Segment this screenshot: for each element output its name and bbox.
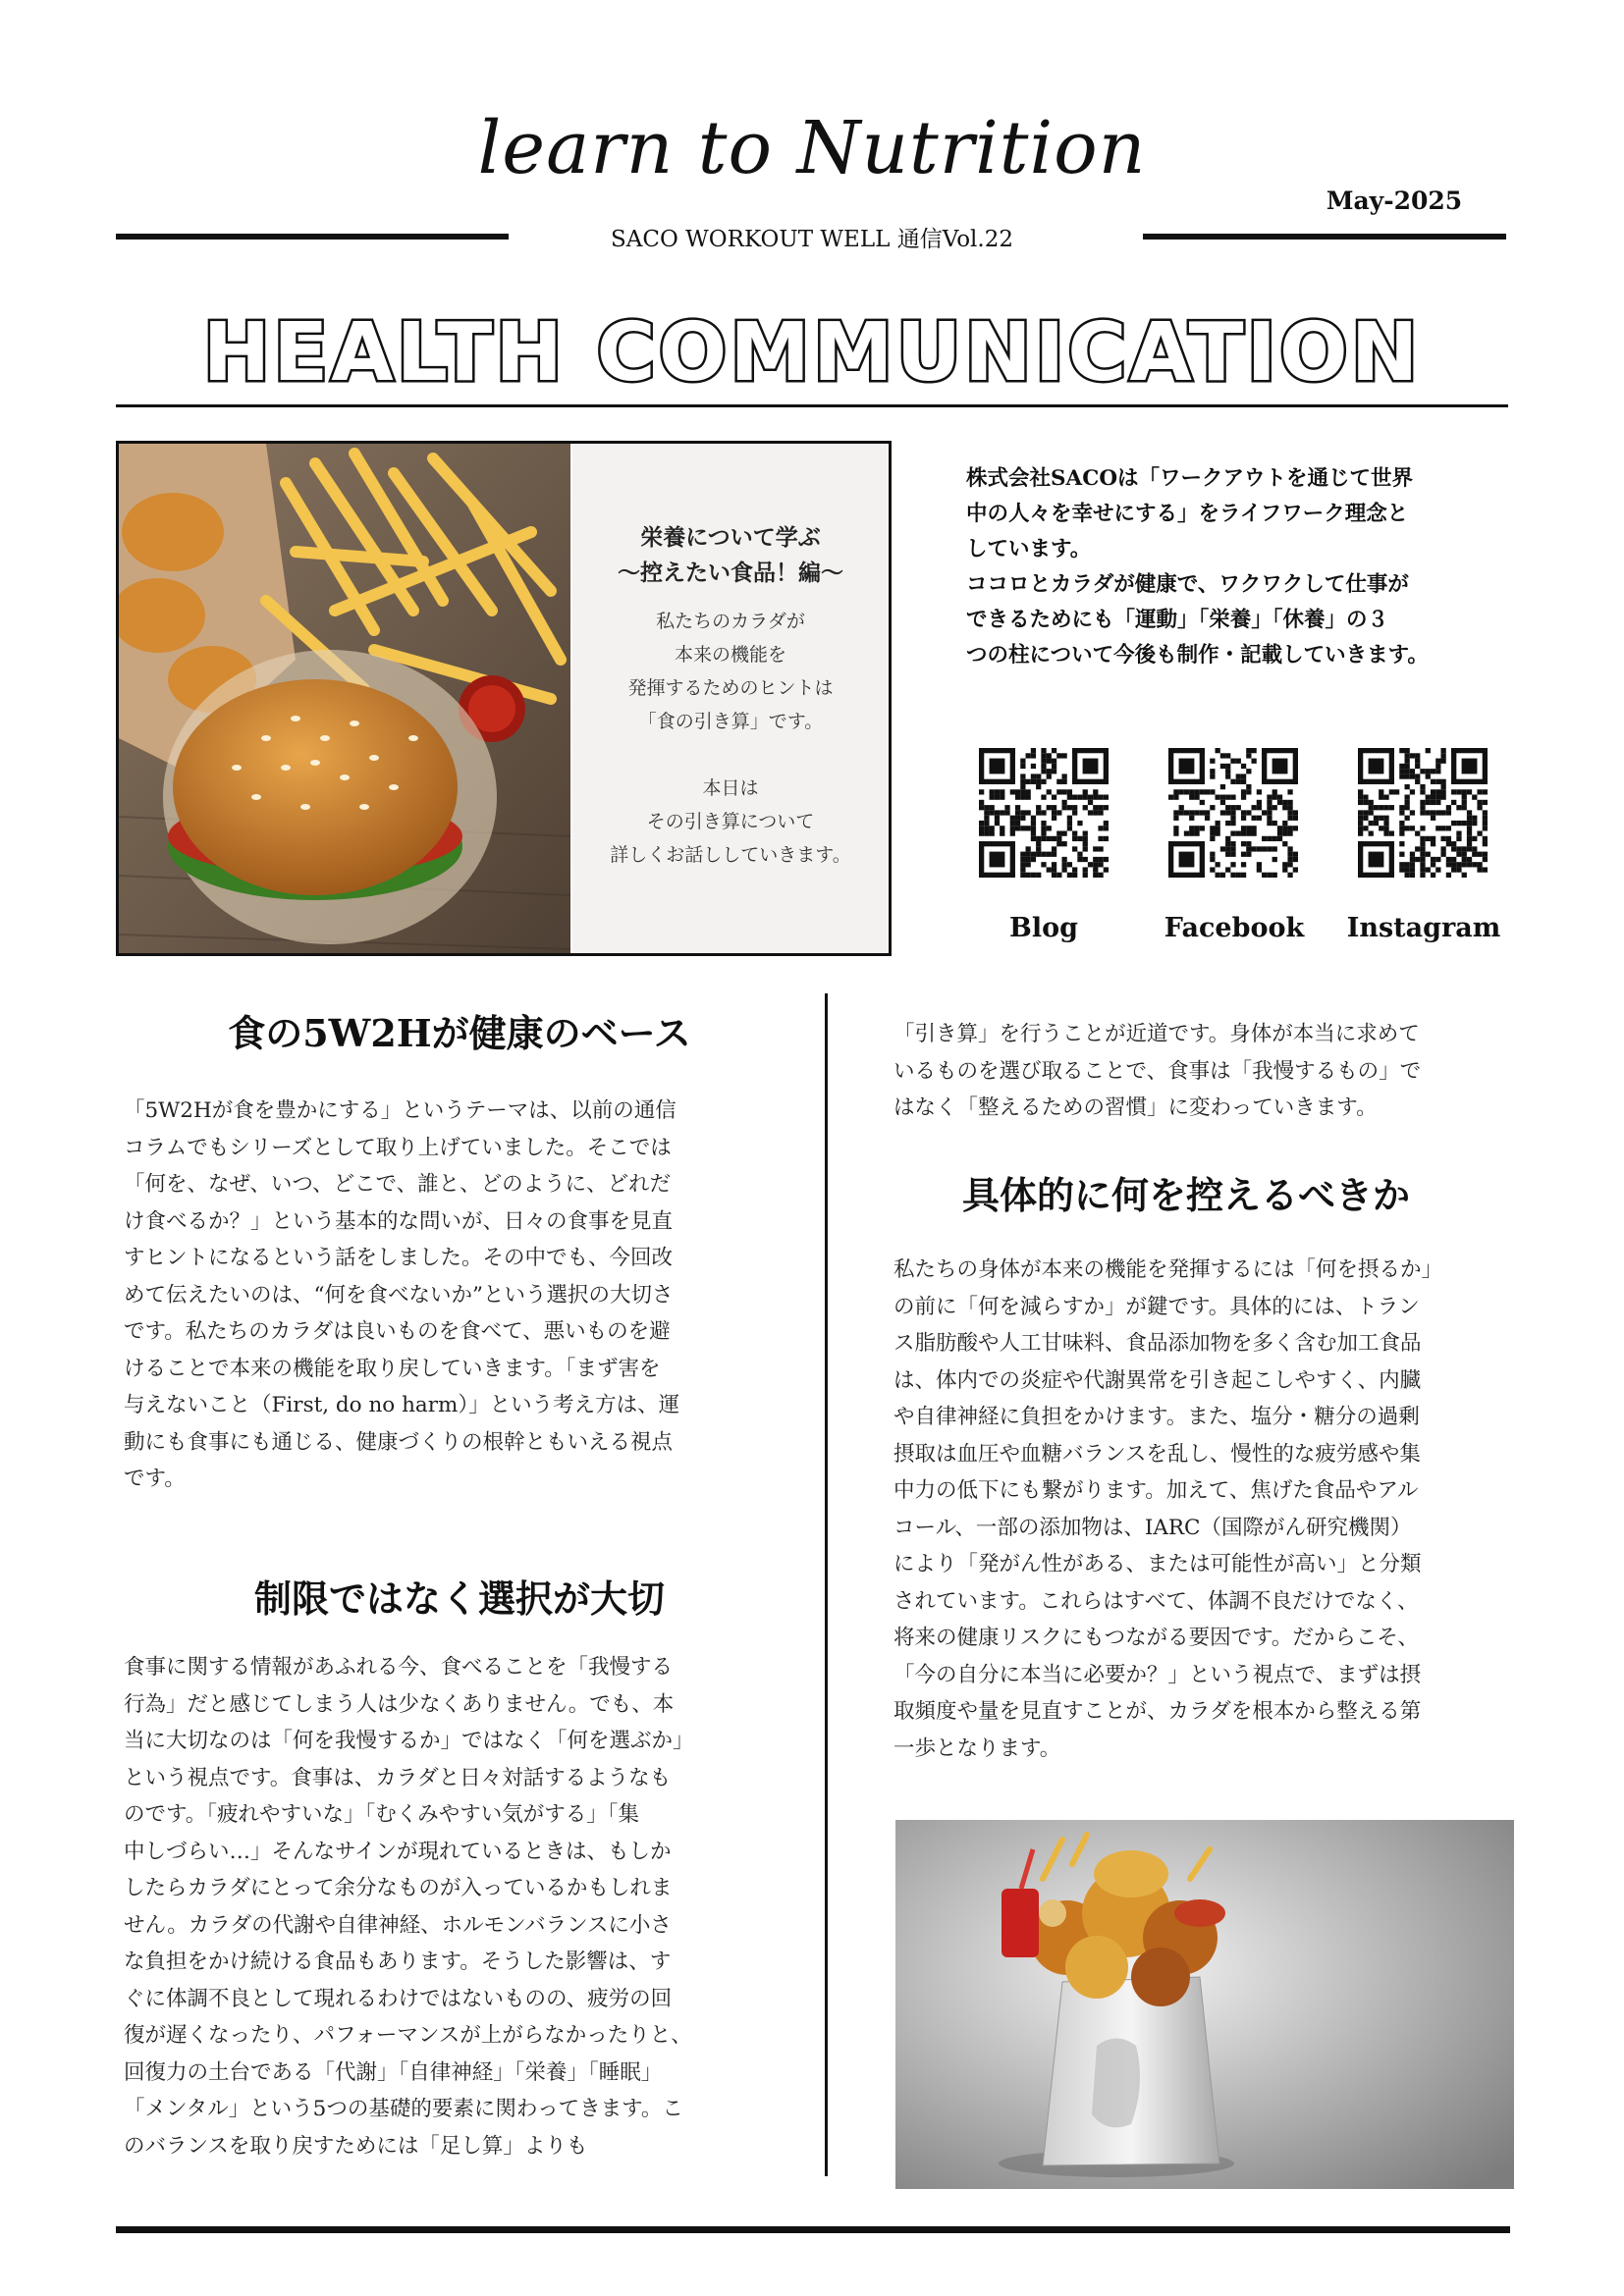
body-line: めて伝えたいのは、“何を食べないか”という選択の大切さ [124, 1282, 674, 1308]
body-line: 摂取は血圧や血糖バランスを乱し、慢性的な疲労感や集 [893, 1441, 1421, 1467]
body-line: 「引き算」を行うことが近道です。身体が本当に求めて [893, 1022, 1420, 1046]
feature-paragraph-1 [572, 605, 889, 738]
body-line: 一歩となります。 [893, 1735, 1061, 1761]
body-line: コール、一部の添加物は、IARC（国際がん研究機関） [893, 1515, 1412, 1540]
body-line: のバランスを取り戻すためには「足し算」よりも [124, 2133, 588, 2159]
body-line: という視点です。食事は、カラダと日々対話するようなも [124, 1765, 672, 1790]
qr-label-facebook[interactable]: Facebook [1164, 913, 1305, 943]
body-line: 食事に関する情報があふれる今、食べることを「我慢する [124, 1655, 674, 1680]
section1-title: 食の5W2Hが健康のベース [228, 1011, 691, 1055]
body-line: けることで本来の機能を取り戻していきます。「まず害を [124, 1356, 661, 1381]
instagram-qr-code-icon[interactable] [1358, 748, 1488, 878]
section2-title: 制限ではなく選択が大切 [253, 1576, 665, 1621]
body-line: や自律神経に負担をかけます。また、塩分・糖分の過剰 [893, 1405, 1420, 1429]
column-divider [825, 993, 828, 2176]
body-line: 当に大切なのは「何を我慢するか」ではなく「何を選ぶか」 [124, 1729, 694, 1753]
intro-line: 中の人々を幸せにする」をライフワーク理念と [966, 502, 1409, 526]
company-intro [966, 461, 1506, 673]
section2-continued [893, 1016, 1522, 1127]
body-line: の前に「何を減らすか」が鍵です。具体的には、トラン [893, 1294, 1420, 1319]
feature-box [116, 441, 892, 956]
feature-text-panel [572, 444, 889, 953]
body-line: すヒントになるという話をしました。その中でも、今回改 [124, 1246, 674, 1270]
body-line: です。私たちのカラダは良いものを食べて、悪いものを避 [124, 1319, 671, 1344]
body-line: 「何を、なぜ、いつ、どこで、誰と、どのように、どれだ [124, 1172, 672, 1197]
body-line: 中しづらい…」そんなサインが現れているときは、もしか [124, 1839, 672, 1864]
section2-body [124, 1649, 811, 2164]
fast-food-photo [119, 444, 570, 953]
body-line: 回復力の土台である「代謝」「自律神経」「栄養」「睡眠」 [124, 2059, 663, 2085]
banner-title: HEALTH COMMUNICATION [202, 306, 1422, 400]
body-line: 「5W2Hが食を豊かにする」というテーマは、以前の通信 [124, 1098, 677, 1123]
body-line: 「メンタル」という5つの基礎的要素に関わってきます。こ [124, 2097, 683, 2121]
blog-qr-code-icon[interactable] [979, 748, 1109, 878]
body-line: です。 [124, 1467, 186, 1491]
body-line: により「発がん性がある、または可能性が高い」と分類 [893, 1552, 1422, 1576]
intro-line: つの柱について今後も制作・記載していきます。 [966, 643, 1429, 667]
body-line: 中力の低下にも繋がります。加えて、焦げた食品やアル [893, 1478, 1419, 1503]
masthead-rule-right [1143, 234, 1506, 240]
feature-line: その引き算について [646, 811, 815, 832]
feature-heading-line1: 栄養について学ぶ [640, 524, 821, 551]
feature-line: 発揮するためのヒントは [627, 677, 834, 699]
feature-line: 本日は [702, 777, 759, 799]
body-line: のです。「疲れやすいな」「むくみやすい気がする」「集 [124, 1802, 640, 1827]
facebook-qr-code-icon[interactable] [1168, 748, 1298, 878]
intro-line: 株式会社SACOは「ワークアウトを通じて世界 [966, 466, 1414, 491]
feature-line: 詳しくお話ししていきます。 [610, 844, 851, 866]
body-line: 与えないこと（First, do no harm）」という考え方は、運 [124, 1393, 680, 1417]
section3-body [893, 1252, 1522, 1767]
feature-line: 本来の機能を [674, 644, 786, 666]
issue-date: May-2025 [1326, 187, 1463, 215]
body-line: 取頻度や量を見直すことが、カラダを根本から整える第 [893, 1699, 1422, 1724]
body-line: したらカラダにとって余分なものが入っているかもしれま [124, 1876, 673, 1900]
body-line: 復が遅くなったり、パフォーマンスが上がらなかったりと、 [124, 2023, 692, 2048]
masthead-rule-left [116, 234, 509, 240]
body-line: 私たちの身体が本来の機能を発揮するには「何を摂るか」 [893, 1257, 1443, 1282]
masthead-title: learn to Nutrition [477, 106, 1147, 190]
feature-paragraph-2 [572, 772, 889, 872]
section3-title: 具体的に何を控えるべきか [961, 1173, 1410, 1217]
body-line: せん。カラダの代謝や自律神経、ホルモンバランスに小さ [124, 1912, 672, 1938]
body-line: いるものを選び取ることで、食事は「我慢するもの」で [893, 1058, 1422, 1084]
body-line: け食べるか？」という基本的な問いが、日々の食事を見直 [124, 1208, 674, 1234]
banner-rule [116, 404, 1508, 407]
section1-body [124, 1093, 811, 1498]
qr-label-blog[interactable]: Blog [1009, 913, 1078, 943]
body-line: 将来の健康リスクにもつながる要因です。だからこそ、 [893, 1626, 1419, 1650]
body-line: は、体内での炎症や代謝異常を引き起こしやすく、内臓 [893, 1367, 1422, 1393]
feature-line: 私たちのカラダが [656, 611, 805, 632]
issue-line: SACO WORKOUT WELL 通信Vol.22 [611, 227, 1013, 252]
junk-food-bag-photo [895, 1820, 1514, 2189]
bottom-rule [116, 2226, 1510, 2233]
body-line: されています。これらはすべて、体調不良だけでなく、 [893, 1588, 1419, 1614]
body-line: な負担をかけ続ける食品もあります。そうした影響は、す [124, 1949, 672, 1974]
body-line: 「今の自分に本当に必要か？」という視点で、まずは摂 [893, 1662, 1422, 1687]
body-line: ぐに体調不良として現れるわけではないものの、疲労の回 [124, 1986, 673, 2011]
feature-heading [572, 520, 889, 591]
feature-line: 「食の引き算」です。 [637, 711, 824, 732]
feature-heading-line2: 〜控えたい食品！編〜 [618, 560, 843, 586]
body-line: 行為」だと感じてしまう人は少なくありません。でも、本 [124, 1691, 675, 1717]
intro-line: しています。 [966, 537, 1092, 561]
intro-line: できるためにも「運動」「栄養」「休養」の３ [966, 608, 1389, 632]
body-line: コラムでもシリーズとして取り上げていました。そこでは [124, 1135, 672, 1160]
body-line: ス脂肪酸や人工甘味料、食品添加物を多く含む加工食品 [893, 1331, 1422, 1356]
body-line: はなく「整えるための習慣」に変わっていきます。 [893, 1095, 1378, 1120]
body-line: 動にも食事にも通じる、健康づくりの根幹ともいえる視点 [124, 1429, 674, 1455]
intro-line: ココロとカラダが健康で、ワクワクして仕事が [966, 572, 1409, 597]
qr-label-instagram[interactable]: Instagram [1346, 913, 1501, 943]
